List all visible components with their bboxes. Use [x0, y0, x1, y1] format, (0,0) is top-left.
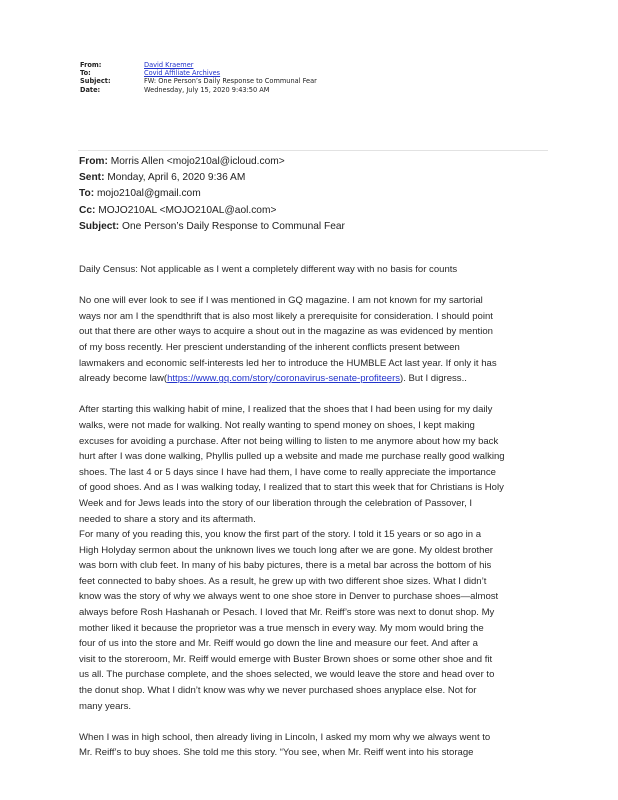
original-sent-label: Sent: — [79, 172, 105, 184]
body-line: When I was in high school, then already living in Lincoln, I asked my mom why we always went to — [79, 731, 491, 743]
link-prefix: already become law( — [79, 373, 168, 385]
original-from-row — [79, 154, 345, 170]
body-line: For many of you reading this, you know the first part of the story. I told it 15 years or so ago in a — [79, 529, 482, 541]
original-cc-value: MOJO210AL <MOJO210AL@aol.com> — [98, 204, 277, 216]
body-line: feet connected to baby shoes. As a result, he grew up with two different shoe sizes. What I didn’t — [79, 575, 487, 587]
body-line: walks, were not made for walking. Not really wanting to spend money on shoes, I kept making — [79, 419, 475, 431]
body-line: Week and for Jews leads into the story of our liberation through the celebration of Passover, I — [79, 497, 473, 509]
forward-header — [80, 61, 317, 94]
body-line: lawmakers and economic self-interests led her to introduce the HUMBLE Act last year. If only it has — [79, 357, 497, 369]
body-line: Mr. Reiff’s to buy shoes. She told me this story. “You see, when Mr. Reiff went into his storage — [79, 747, 474, 759]
body-line-with-link — [79, 371, 618, 387]
forward-from-label: From: — [80, 61, 102, 69]
forward-to-link[interactable]: Covid Affiliate Archives — [144, 69, 221, 78]
forward-to-row — [80, 69, 317, 77]
body-line: out that there are other ways to acquire a shout out in the magazine as was evidenced by mention — [79, 326, 493, 338]
forward-to-label: To: — [80, 69, 91, 78]
original-to-value: mojo210al@gmail.com — [96, 188, 201, 200]
body-line: ways nor am I the spendthrift that is also most likely a prerequisite for consideration. I should point — [79, 310, 493, 322]
forward-from-link[interactable]: David Kraemer — [144, 61, 194, 69]
body-line: visit to the storeroom, Mr. Reiff would emerge with Buster Brown shoes or some other shoe and fit — [79, 653, 493, 665]
header-divider — [78, 150, 548, 151]
body-line: us all. The purchase complete, and the shoes selected, we would leave the store and head over to — [79, 669, 495, 681]
original-sent-row — [79, 170, 345, 186]
body-line: of good shoes. And as I was walking today, I realized that to start this week that for Christians is Holy — [79, 482, 504, 494]
body-line: High Holyday sermon about the unknown lives we touch long after we are gone. My oldest brother — [79, 544, 493, 556]
forward-date-value: Wednesday, July 15, 2020 9:43:50 AM — [144, 85, 270, 94]
gq-article-link[interactable]: https://www.gq.com/story/coronavirus-senate-profiteers — [167, 373, 401, 385]
body-line: mother liked it because the proprietor was a true mensch in every way. My mom would bring the — [79, 622, 484, 634]
body-line: needed to share a story and its aftermath. — [79, 513, 256, 525]
body-line: know was the story of why we always went to one shoe store in Denver to purchase shoes—almost — [79, 591, 499, 603]
original-subject-row — [79, 219, 345, 235]
body-line: After starting this walking habit of mine, I realized that the shoes that I had been using for my daily — [79, 404, 493, 416]
original-from-value: Morris Allen <mojo210al@icloud.com> — [110, 156, 285, 167]
link-suffix: ). But I digress.. — [400, 373, 467, 385]
paragraph-walking-shoes — [79, 402, 618, 527]
body-line: of my boss recently. Her prescient understanding of the inherent conflicts present between — [79, 341, 460, 353]
original-to-row — [79, 186, 345, 202]
body-line: No one will ever look to see if I was mentioned in GQ magazine. I am not known for my sartorial — [79, 295, 483, 307]
paragraph-mr-reiff-story — [79, 527, 618, 714]
forward-date-row — [80, 86, 317, 94]
original-message-header — [79, 154, 345, 235]
body-line: hurt after I was done walking, Phyllis pulled up a website and made me purchase really good walking — [79, 451, 505, 463]
original-subject-value: One Person’s Daily Response to Communal Fear — [122, 220, 345, 232]
original-cc-row — [79, 203, 345, 219]
forward-subject-row — [80, 77, 317, 85]
forward-from-row — [80, 61, 317, 69]
body-line: always before Rosh Hashanah or Pesach. I loved that Mr. Reiff’s store was next to donut shop. My — [79, 607, 495, 619]
forward-date-label: Date: — [80, 85, 101, 94]
body-line: many years. — [79, 700, 131, 712]
body-line: was born with club feet. In many of his baby pictures, there is a metal bar across the bottom of his — [79, 560, 492, 572]
body-line: the donut shop. What I didn’t know was why we never purchased shoes anyplace else. Not for — [79, 685, 477, 697]
paragraph-gq-magazine — [79, 293, 618, 387]
forward-subject-value: FW: One Person’s Daily Response to Communal Fear — [144, 77, 317, 86]
daily-census-line: Daily Census: Not applicable as I went a completely different way with no basis for counts — [79, 264, 458, 275]
original-cc-label: Cc: — [79, 204, 96, 216]
original-sent-value: Monday, April 6, 2020 9:36 AM — [107, 172, 246, 184]
original-subject-label: Subject: — [79, 220, 120, 232]
forward-subject-label: Subject: — [80, 77, 111, 86]
body-line: excuses for avoiding a purchase. After not being willing to listen to me anymore about how my back — [79, 435, 499, 447]
paragraph-high-school — [79, 730, 618, 761]
body-line: shoes. The last 4 or 5 days since I have had them, I have come to really appreciate the importance — [79, 466, 496, 478]
message-body — [79, 262, 618, 761]
body-line: four of us into the store and Mr. Reiff would go down the line and measure our feet. And after a — [79, 638, 478, 650]
original-to-label: To: — [79, 188, 95, 200]
original-from-label: From: — [79, 156, 108, 167]
